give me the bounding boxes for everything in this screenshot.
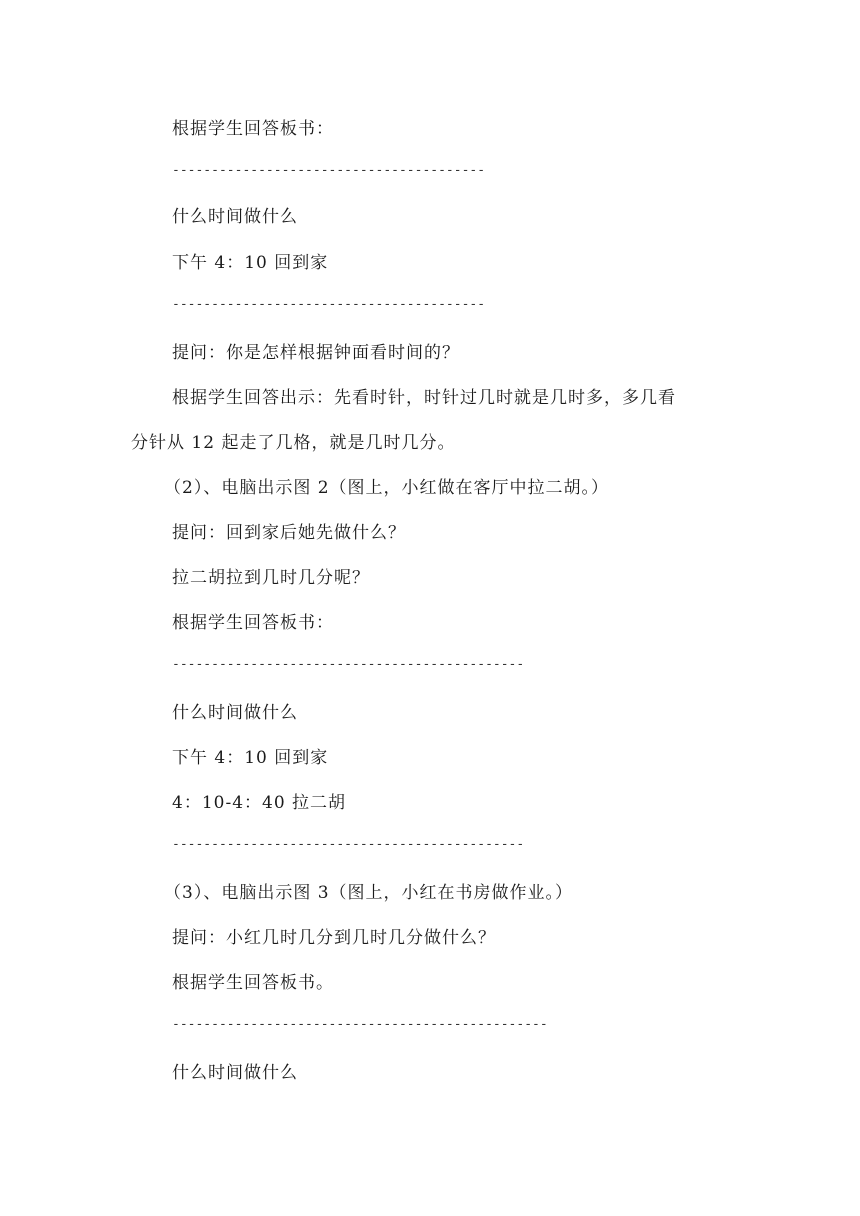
text-line-figure-3: （3）、电脑出示图 3（图上，小红在书房做作业。） bbox=[164, 883, 574, 903]
text-line-answer-2: 分针从 12 起走了几格，就是几时几分。 bbox=[131, 433, 456, 453]
text-line-answer-1: 根据学生回答出示：先看时针，时针过几时就是几时多，多几看 bbox=[172, 388, 676, 408]
text-line-board-writing-3: 根据学生回答板书。 bbox=[172, 973, 334, 993]
text-line-question-4: 提问：小红几时几分到几时几分做什么？ bbox=[172, 928, 496, 948]
dashed-rule-1: ---------------------------------------- bbox=[172, 164, 486, 178]
text-line-heading-2: 什么时间做什么 bbox=[172, 703, 298, 723]
dashed-rule-5: ------------------------------------------------ bbox=[172, 1018, 548, 1032]
text-line-board-writing-1: 根据学生回答板书： bbox=[172, 119, 334, 139]
text-line-heading-1: 什么时间做什么 bbox=[172, 207, 298, 227]
text-line-question-2: 提问：回到家后她先做什么？ bbox=[172, 523, 406, 543]
text-line-question-1: 提问：你是怎样根据钟面看时间的？ bbox=[172, 343, 460, 363]
text-line-heading-3: 什么时间做什么 bbox=[172, 1063, 298, 1083]
text-line-board-writing-2: 根据学生回答板书： bbox=[172, 613, 334, 633]
dashed-rule-4: --------------------------------------------- bbox=[172, 838, 525, 852]
text-line-erhu-time: 4：10-4：40 拉二胡 bbox=[172, 793, 347, 813]
dashed-rule-2: ---------------------------------------- bbox=[172, 298, 486, 312]
text-line-home-time-2: 下午 4：10 回到家 bbox=[172, 748, 329, 768]
text-line-question-3: 拉二胡拉到几时几分呢？ bbox=[172, 568, 370, 588]
text-line-figure-2: （2）、电脑出示图 2（图上，小红做在客厅中拉二胡。） bbox=[164, 478, 610, 498]
dashed-rule-3: --------------------------------------------- bbox=[172, 658, 525, 672]
text-line-home-time-1: 下午 4：10 回到家 bbox=[172, 253, 329, 273]
